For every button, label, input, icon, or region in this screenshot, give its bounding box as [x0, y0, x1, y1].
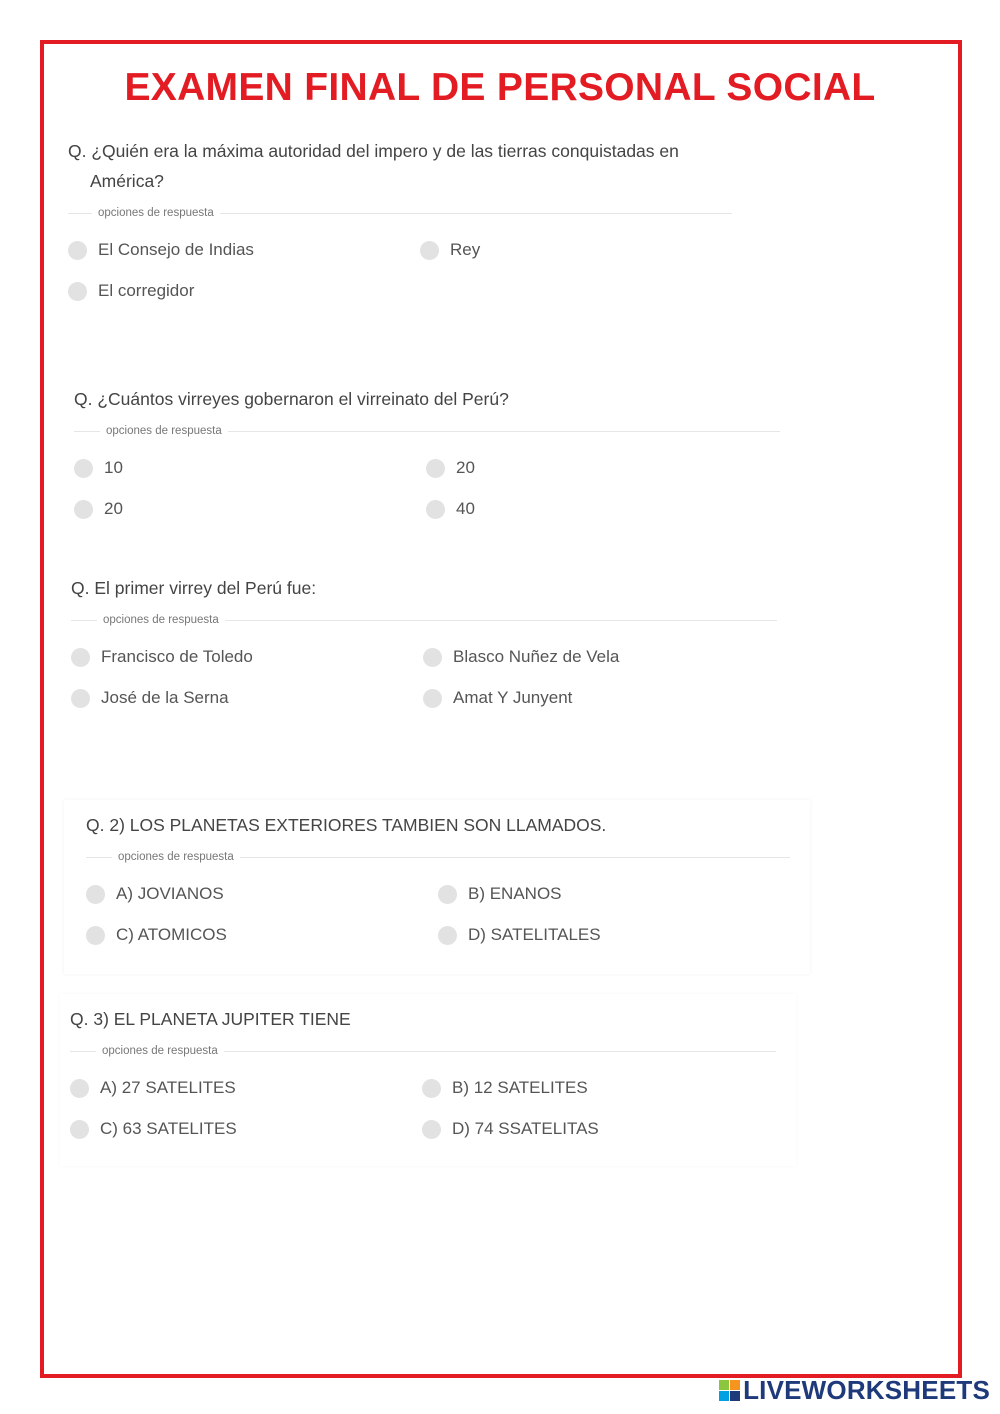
- option-label: C) ATOMICOS: [116, 925, 227, 944]
- option-label: 20: [104, 499, 123, 518]
- question-text: Q. El primer virrey del Perú fue:: [71, 578, 317, 598]
- answer-option[interactable]: [74, 456, 123, 480]
- radio-button[interactable]: [86, 926, 105, 945]
- radio-button[interactable]: [426, 500, 445, 519]
- options-legend-label: opciones de respuesta: [112, 848, 240, 866]
- radio-button[interactable]: [74, 500, 93, 519]
- logo-square-icon: [719, 1391, 729, 1401]
- answer-option[interactable]: [423, 645, 619, 669]
- radio-button[interactable]: [438, 926, 457, 945]
- answer-option[interactable]: [422, 1117, 599, 1141]
- answer-option[interactable]: [70, 1076, 236, 1100]
- liveworksheets-brand: [719, 1375, 990, 1406]
- radio-button[interactable]: [426, 459, 445, 478]
- option-label: Francisco de Toledo: [101, 647, 253, 666]
- radio-button[interactable]: [422, 1120, 441, 1139]
- options-legend: [70, 1042, 776, 1060]
- radio-button[interactable]: [74, 459, 93, 478]
- option-label: 40: [456, 499, 475, 518]
- option-label: A) 27 SATELITES: [100, 1078, 236, 1097]
- logo-square-icon: [719, 1380, 729, 1390]
- answer-option[interactable]: [438, 882, 562, 906]
- radio-button[interactable]: [71, 648, 90, 667]
- answer-option[interactable]: [71, 645, 253, 669]
- answer-option[interactable]: [438, 923, 601, 947]
- option-label: Blasco Nuñez de Vela: [453, 647, 620, 666]
- radio-button[interactable]: [423, 648, 442, 667]
- answer-option[interactable]: [86, 923, 227, 947]
- radio-button[interactable]: [70, 1079, 89, 1098]
- options-legend-label: opciones de respuesta: [97, 611, 225, 629]
- logo-square-icon: [730, 1380, 740, 1390]
- option-label: El corregidor: [98, 281, 195, 300]
- radio-button[interactable]: [70, 1120, 89, 1139]
- option-label: 10: [104, 458, 123, 477]
- question-text-continued: América?: [90, 171, 164, 191]
- option-label: José de la Serna: [101, 688, 229, 707]
- option-label: 20: [456, 458, 475, 477]
- option-label: El Consejo de Indias: [98, 240, 254, 259]
- answer-option[interactable]: [68, 238, 254, 262]
- question-text: Q. ¿Cuántos virreyes gobernaron el virreinato del Perú?: [74, 389, 509, 409]
- answer-option[interactable]: [423, 686, 572, 710]
- answer-option[interactable]: [422, 1076, 588, 1100]
- question-1: [68, 136, 732, 312]
- options-legend: [74, 422, 780, 440]
- question-text: Q. ¿Quién era la máxima autoridad del impero y de las tierras conquistadas en: [68, 141, 679, 161]
- page-title: EXAMEN FINAL DE PERSONAL SOCIAL: [124, 66, 876, 109]
- radio-button[interactable]: [423, 689, 442, 708]
- question-5: [70, 1004, 776, 1150]
- brand-text: LIVEWORKSHEETS: [743, 1375, 990, 1405]
- answer-option[interactable]: [70, 1117, 237, 1141]
- options-legend-label: opciones de respuesta: [96, 1042, 224, 1060]
- question-text: Q. 2) LOS PLANETAS EXTERIORES TAMBIEN SON LLAMADOS.: [86, 815, 607, 835]
- answer-option[interactable]: [71, 686, 229, 710]
- option-label: Amat Y Junyent: [453, 688, 573, 707]
- liveworksheets-logo-icon: [719, 1380, 740, 1401]
- options-legend-label: opciones de respuesta: [100, 422, 228, 440]
- radio-button[interactable]: [422, 1079, 441, 1098]
- answer-option[interactable]: [74, 497, 123, 521]
- option-label: A) JOVIANOS: [116, 884, 224, 903]
- radio-button[interactable]: [68, 282, 87, 301]
- option-label: D) 74 SSATELITAS: [452, 1119, 599, 1138]
- answer-option[interactable]: [86, 882, 224, 906]
- option-label: B) ENANOS: [468, 884, 562, 903]
- options-legend: [71, 611, 777, 629]
- radio-button[interactable]: [438, 885, 457, 904]
- options-legend: [86, 848, 790, 866]
- option-label: Rey: [450, 240, 481, 259]
- options-legend-label: opciones de respuesta: [92, 204, 220, 222]
- question-2: [74, 384, 780, 530]
- radio-button[interactable]: [68, 241, 87, 260]
- radio-button[interactable]: [71, 689, 90, 708]
- question-4: [86, 810, 790, 956]
- options-legend: [68, 204, 732, 222]
- logo-square-icon: [730, 1391, 740, 1401]
- question-text: Q. 3) EL PLANETA JUPITER TIENE: [70, 1009, 351, 1029]
- option-label: C) 63 SATELITES: [100, 1119, 237, 1138]
- answer-option[interactable]: [68, 279, 194, 303]
- option-label: B) 12 SATELITES: [452, 1078, 588, 1097]
- radio-button[interactable]: [420, 241, 439, 260]
- answer-option[interactable]: [426, 497, 475, 521]
- answer-option[interactable]: [420, 238, 480, 262]
- option-label: D) SATELITALES: [468, 925, 601, 944]
- answer-option[interactable]: [426, 456, 475, 480]
- question-3: [71, 573, 777, 719]
- radio-button[interactable]: [86, 885, 105, 904]
